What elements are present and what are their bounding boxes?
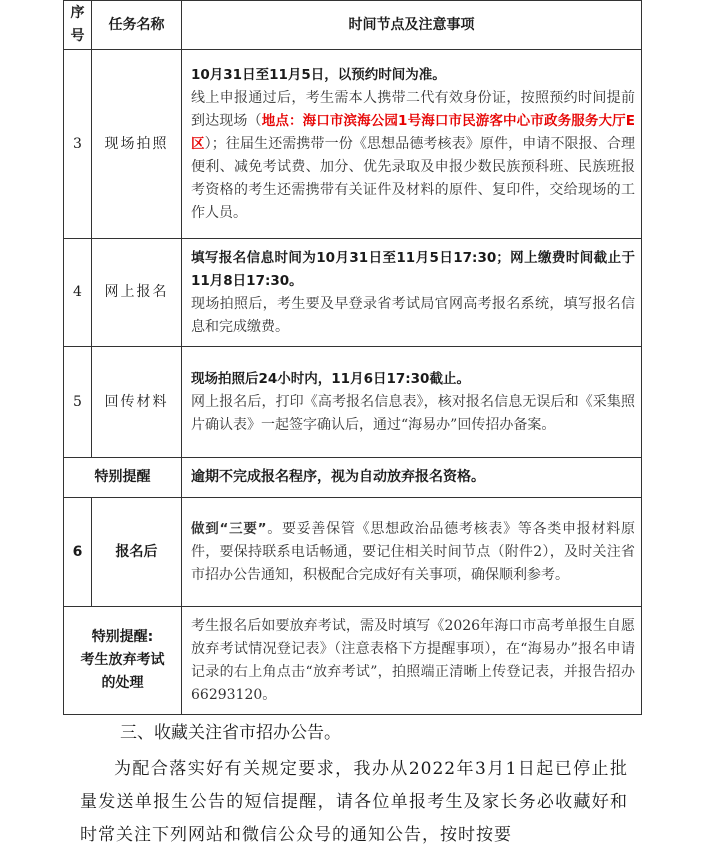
task-detail: 现场拍照后，考生要及早登录省考试局官网高考报名系统，填写报名信息和完成缴费。 (191, 295, 635, 335)
special-reminder-text: 逾期不完成报名程序，视为自动放弃报名资格。 (182, 458, 642, 498)
task-detail: 网上报名后，打印《高考报名信息表》，核对报名信息无误后和《采集照片确认表》一起签字确认后，通过“海易办”回传招办备案。 (191, 393, 635, 433)
task-detail: 线上申报通过后，考生需本人携带二代有效身份证，按照预约时间提前到达现场（地点：海口市滨海公园1号海口市民游客中心市政务服务大厅E区）；往届生还需携带一份《思想品德考核表》原件，申请不限报、合理便利、减免考试费、加分、优先录取及申报少数民族预科班、民族班报考资格的考生还需携带有关证件及材料的原件、复印件，交给现场的工作人员。 (191, 89, 636, 221)
time-node: 填写报名信息时间为10月31日至11月5日17:30；网上缴费时间截止于11月8日17:30。 (191, 249, 635, 289)
task-name: 回传材料 (92, 347, 182, 458)
section-heading: 三、收藏关注省市招办公告。 (120, 723, 341, 743)
row-number: 6 (64, 498, 92, 607)
row-number: 4 (64, 239, 92, 347)
task-notes: 做到“三要”。要妥善保管《思想政治品德考核表》等各类申报材料原件，要保持联系电话畅通，要记住相关时间节点（附件2），及时关注省市招办公告通知，积极配合完成好有关事项，确保顺利参考。 (182, 498, 642, 607)
task-notes (182, 239, 642, 347)
row-number: 5 (64, 347, 92, 458)
section-paragraph: 为配合落实好有关规定要求，我办从2022年3月1日起已停止批量发送单报生公告的短信提醒，请各位单报考生及家长务必收藏好和时常关注下列网站和微信公众号的通知公告，按时按要 (80, 759, 628, 845)
schedule-table (63, 0, 642, 715)
special-reminder-row (64, 458, 642, 498)
location-highlight: 地点：海口市滨海公园1号海口市民游客中心市政务服务大厅E区 (191, 112, 635, 152)
table-row (64, 347, 642, 458)
row-number: 3 (64, 50, 92, 239)
abandon-exam-label: 特别提醒: 考生放弃考试 的处理 (64, 607, 182, 715)
task-name: 现场拍照 (92, 50, 182, 239)
table-row (64, 498, 642, 607)
task-notes (182, 50, 642, 239)
time-node: 10月31日至11月5日，以预约时间为准。 (191, 66, 446, 83)
abandon-exam-row (64, 607, 642, 715)
task-name: 网上报名 (92, 239, 182, 347)
task-notes (182, 347, 642, 458)
header-notes: 时间节点及注意事项 (182, 1, 642, 50)
abandon-exam-text: 考生报名后如要放弃考试，需及时填写《2026年海口市高考单报生自愿放弃考试情况登记表》（注意表格下方提醒事项），在“海易办”报名申请记录的右上角点击“放弃考试”，拍照端正清晰上传登记表，并报告招办66293120。 (182, 607, 642, 715)
header-no: 序号 (64, 1, 92, 50)
table-header-row (64, 1, 642, 50)
special-reminder-label: 特别提醒 (64, 458, 182, 498)
time-node: 现场拍照后24小时内，11月6日17:30截止。 (191, 370, 470, 387)
table-row (64, 239, 642, 347)
header-task-name: 任务名称 (92, 1, 182, 50)
three-musts-lead: 做到“三要” (191, 520, 267, 537)
task-name: 报名后 (92, 498, 182, 607)
table-row (64, 50, 642, 239)
